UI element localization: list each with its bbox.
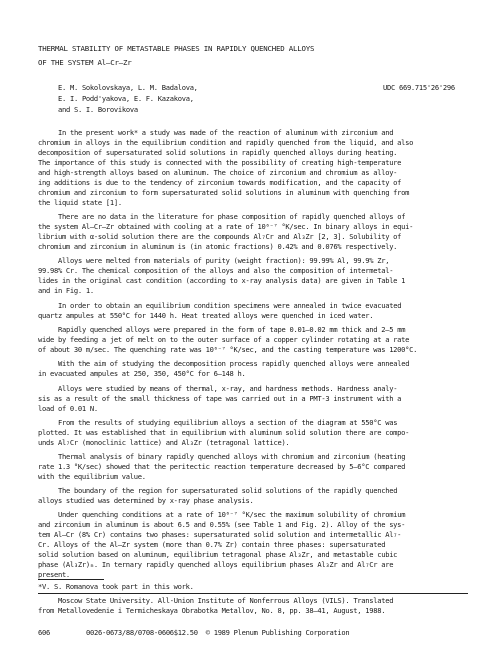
body-line: rate 1.3 °K/sec) showed that the peritectic reaction temperature decreased by 5–6°C compared xyxy=(38,462,406,471)
body-line: and in Fig. 1. xyxy=(38,286,94,295)
body-line: ing additions is due to the tendency of zirconium towards modification, and the capacity of xyxy=(38,178,402,187)
body-line: There are no data in the literature for phase composition of rapidly quenched alloys of xyxy=(58,212,406,221)
article-title-line-1: THERMAL STABILITY OF METASTABLE PHASES IN RAPIDLY QUENCHED ALLOYS xyxy=(38,44,315,53)
body-line: In order to obtain an equilibrium condition specimens were annealed in twice evacuated xyxy=(58,301,402,310)
body-line: unds Al₇Cr (monoclinic lattice) and Al₃Zr (tetragonal lattice). xyxy=(38,438,290,447)
body-line: in evacuated ampules at 250, 350, 450°C for 6–148 h. xyxy=(38,369,246,378)
body-line: with the equilibrium value. xyxy=(38,472,146,481)
body-line: The importance of this study is connected with the possibility of creating high-temperature xyxy=(38,158,402,167)
footnote: *V. S. Romanova took part in this work. xyxy=(38,582,194,591)
body-line: Rapidly quenched alloys were prepared in the form of tape 0.01–0.02 mm thick and 2–5 mm xyxy=(58,325,406,334)
authors-line-3: and S. I. Borovikova xyxy=(58,105,138,114)
footnote-divider xyxy=(38,579,104,580)
body-line: phase (Al₃Zr)ₘ. In ternary rapidly quenched alloys equilibrium phases Al₃Zr and Al₇Cr are xyxy=(38,560,394,569)
body-line: Thermal analysis of binary rapidly quenched alloys with chromium and zirconium (heating xyxy=(58,452,406,461)
udc-code: UDC 669.715'26'296 xyxy=(383,83,455,92)
body-line: and high-strength alloys based on aluminum. The choice of zirconium and chromium as alloy- xyxy=(38,168,398,177)
copyright-line: 0026-0673/88/0708-0606$12.50 © 1989 Plenum Publishing Corporation xyxy=(86,628,350,637)
body-line: In the present work* a study was made of the reaction of aluminum with zirconium and xyxy=(58,128,394,137)
body-line: lides in the original cast condition (according to x-ray analysis data) are given in Table 1 xyxy=(38,276,406,285)
body-line: and zirconium in aluminum is about 6.5 and 0.55% (see Table 1 and Fig. 2). Alloy of the sys- xyxy=(38,520,406,529)
body-line: chromium in alloys in the equilibrium condition and rapidly quenched from the liquid, and also xyxy=(38,138,414,147)
body-line: chromium and zirconium in aluminum is (in atomic fractions) 0.42% and 0.076% respectively. xyxy=(38,242,398,251)
body-line: the system Al–Cr–Zr obtained with cooling at a rate of 10⁶⁻⁷ °K/sec. In binary alloys in equi- xyxy=(38,222,414,231)
body-line: sis as a result of the small thickness of tape was carried out in a PMT-3 instrument with a xyxy=(38,394,402,403)
body-line: From the results of studying equilibrium alloys a section of the diagram at 550°C was xyxy=(58,418,398,427)
body-line: Cr. Alloys of the Al–Zr system (more than 0.7% Zr) contain three phases: supersaturated xyxy=(38,540,386,549)
authors-line-2: E. I. Podd'yakova, E. F. Kazakova, xyxy=(58,94,194,103)
body-line: present. xyxy=(38,570,70,579)
page-number: 606 xyxy=(38,628,50,637)
article-title-line-2: OF THE SYSTEM Al–Cr–Zr xyxy=(38,58,132,67)
body-line: librium with α-solid solution there are the compounds Al₇Cr and Al₃Zr [2, 3]. Solubility of xyxy=(38,232,402,241)
body-line: Under quenching conditions at a rate of 10⁶⁻⁷ °K/sec the maximum solubility of chromium xyxy=(58,510,406,519)
body-line: solid solution based on aluminum, equilibrium tetragonal phase Al₃Zr, and metastable cubic xyxy=(38,550,398,559)
body-line: load of 0.01 N. xyxy=(38,404,98,413)
body-line: With the aim of studying the decomposition process rapidly quenched alloys were annealed xyxy=(58,359,410,368)
body-line: wide by feeding a jet of melt on to the outer surface of a copper cylinder rotating at a rate xyxy=(38,335,410,344)
body-line: Alloys were melted from materials of purity (weight fraction): 99.99% Al, 99.9% Zr, xyxy=(58,256,390,265)
body-line: alloys studied was determined by x-ray phase analysis. xyxy=(38,496,254,505)
affiliation-line-1: Moscow State University. All-Union Institute of Nonferrous Alloys (VILS). Translated xyxy=(58,596,394,605)
body-line: chromium and zirconium to form supersaturated solid solutions in aluminum with quenching from xyxy=(38,188,410,197)
authors-line-1: E. M. Sokolovskaya, L. M. Badalova, xyxy=(58,83,198,92)
body-line: quartz ampules at 550°C for 1440 h. Heat treated alloys were quenched in iced water. xyxy=(38,311,374,320)
body-line: plotted. It was established that in equilibrium with aluminum solid solution there are compo- xyxy=(38,428,410,437)
affiliation-divider xyxy=(38,593,468,594)
body-line: 99.98% Cr. The chemical composition of the alloys and also the composition of intermetal- xyxy=(38,266,394,275)
affiliation-line-2: from Metallovedenie i Termicheskaya Obrabotka Metallov, No. 8, pp. 38–41, August, 1988. xyxy=(38,606,386,615)
body-line: the liquid state [1]. xyxy=(38,198,122,207)
body-line: Alloys were studied by means of thermal, x-ray, and hardness methods. Hardness analy- xyxy=(58,384,398,393)
body-line: of about 30 m/sec. The quenching rate was 10⁶⁻⁷ °K/sec, and the casting temperature was 1200°C. xyxy=(38,345,418,354)
body-line: tem Al–Cr (8% Cr) contains two phases: supersaturated solid solution and intermetallic Al₇- xyxy=(38,530,402,539)
body-line: decomposition of supersaturated solid solutions in rapidly quenched alloys during heating. xyxy=(38,148,398,157)
body-line: The boundary of the region for supersaturated solid solutions of the rapidly quenched xyxy=(58,486,398,495)
